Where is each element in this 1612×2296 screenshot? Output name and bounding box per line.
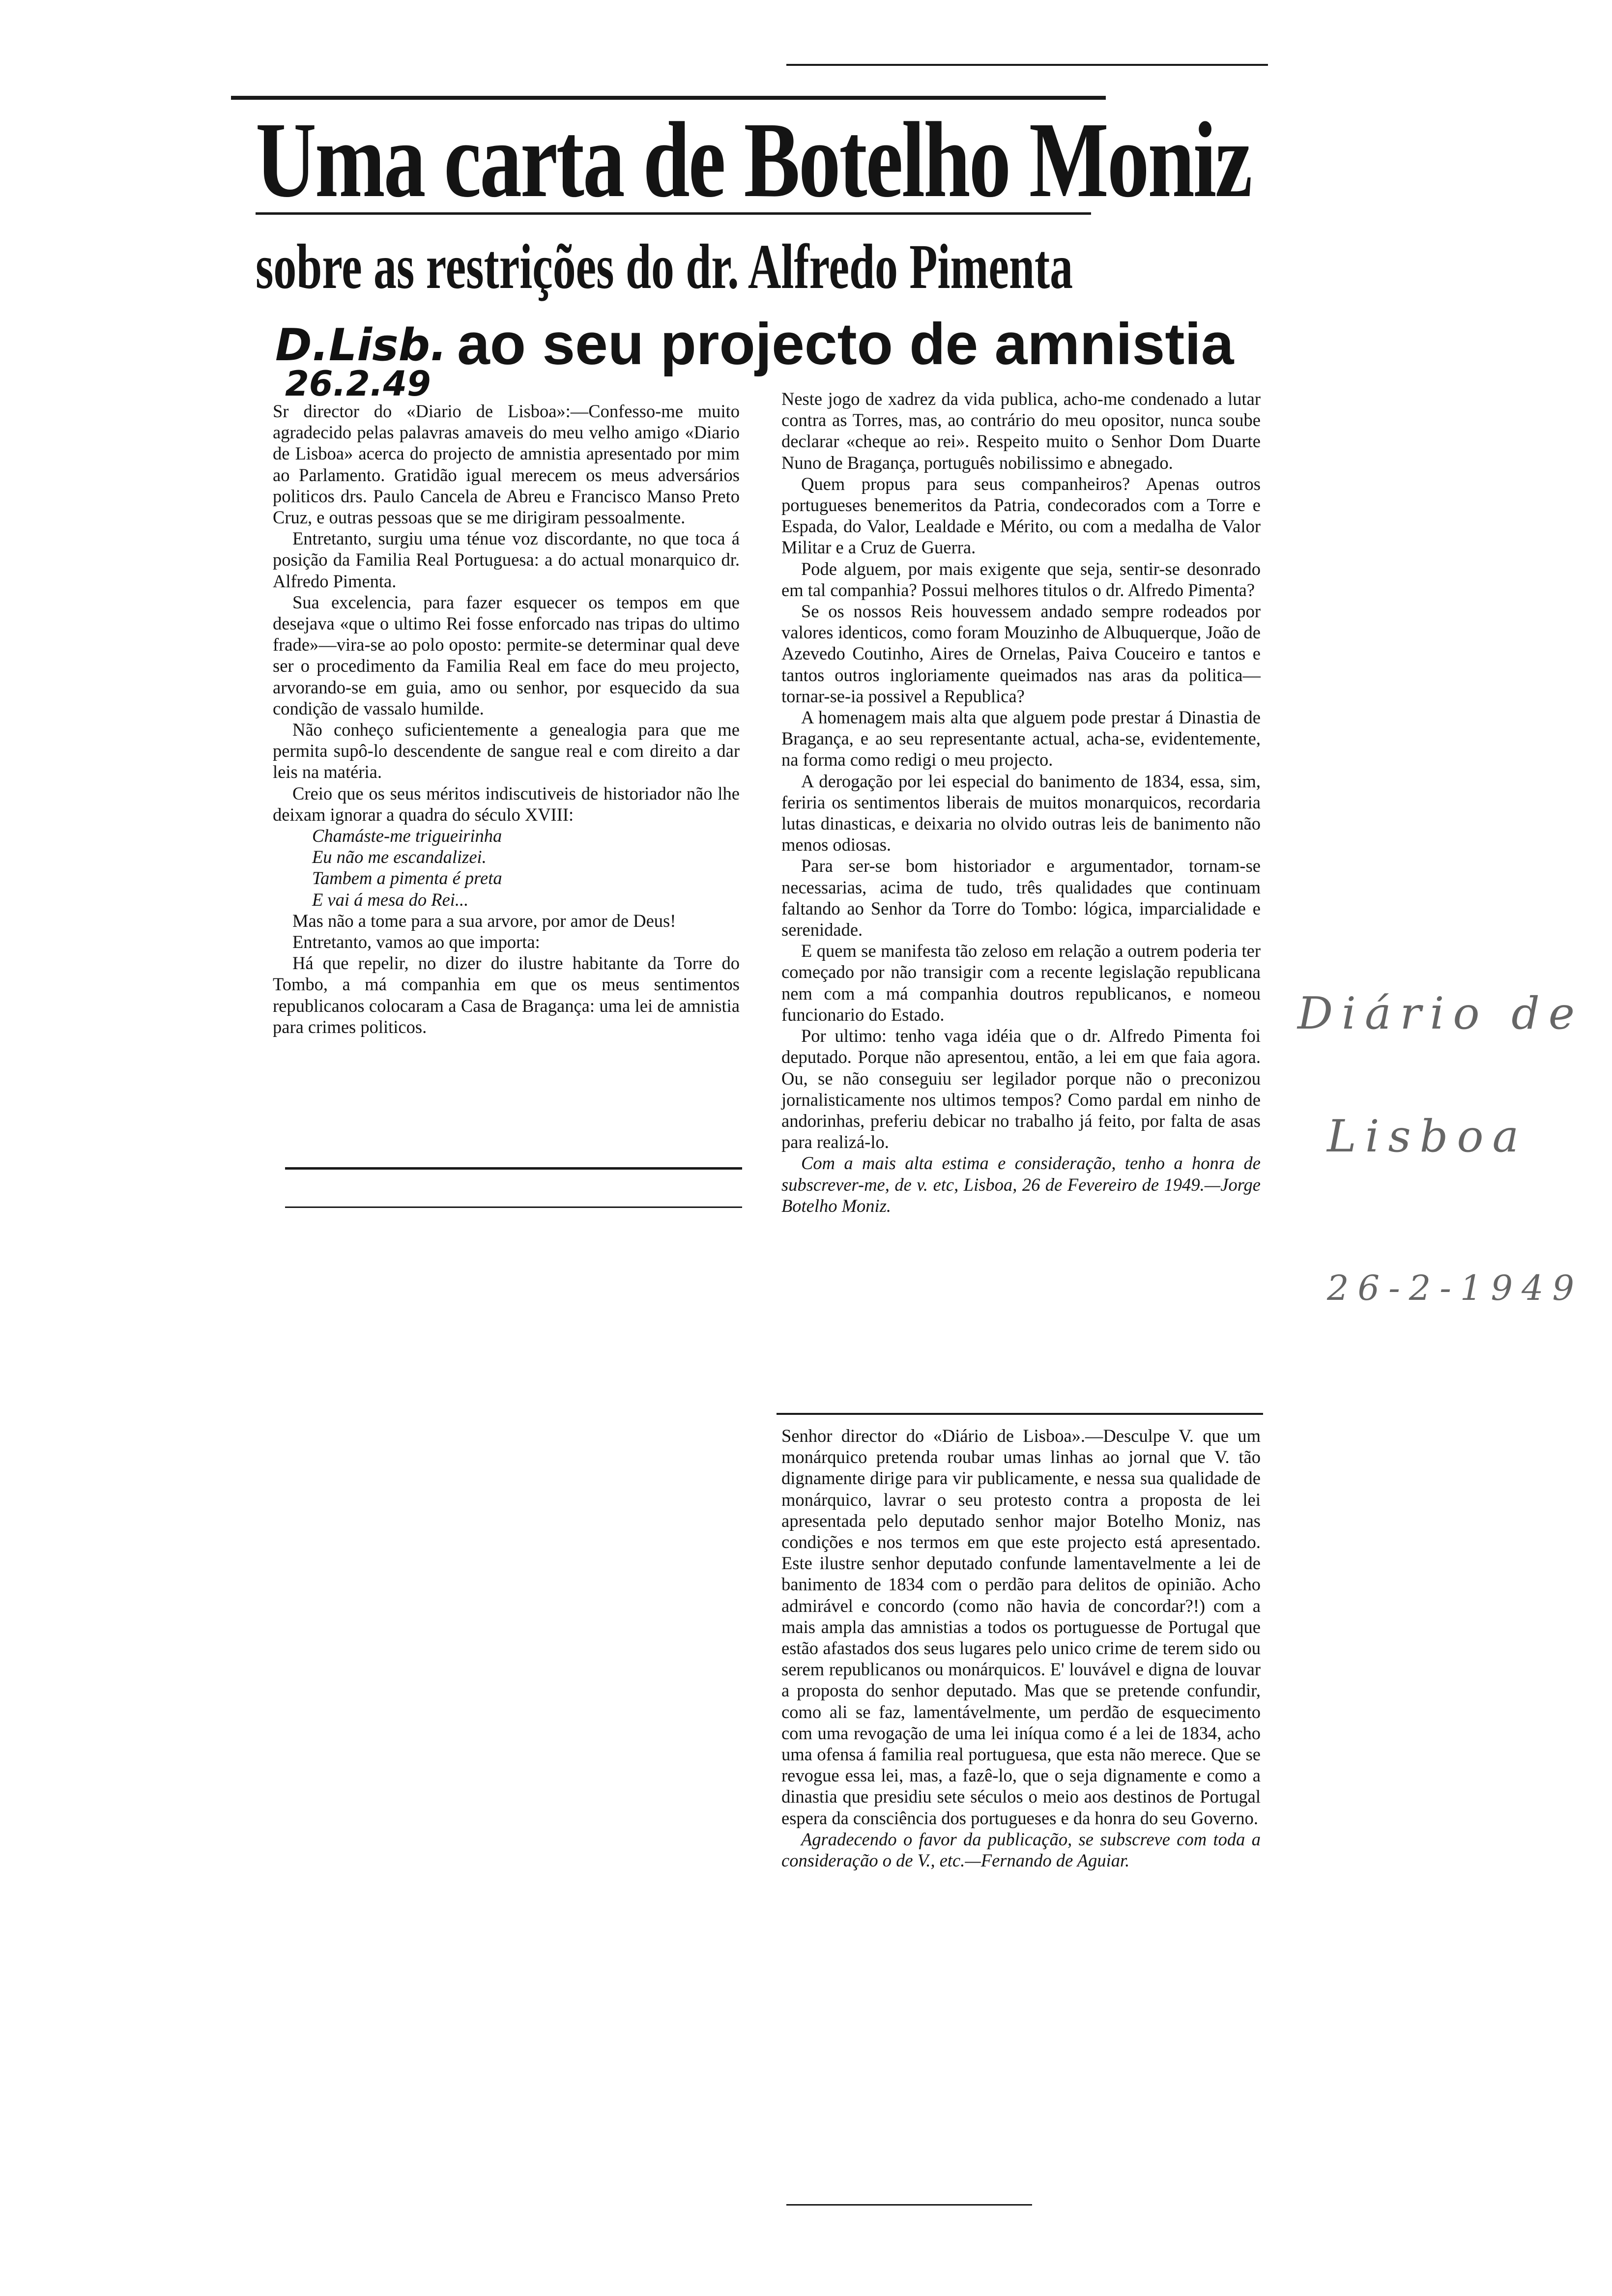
signature-paragraph: Agradecendo o favor da publicação, se subscreve com toda a consideração o de V., etc.—Fernando de Aguiar. [781,1829,1261,1871]
paragraph: Sr director do «Diario de Lisboa»:—Confesso-me muito agradecido pelas palavras amaveis do meu velho amigo «Diario de Lisboa» acerca do projecto de amnistia apresentado por mim ao Parlamento. Gratidão igual merecem os meus adversários politicos drs. Paulo Cancela de Abreu e Francisco Manso Preto Cruz, e outras pessoas que se me dirigiram pessoalmente. [273,401,740,528]
handwritten-source-note: D.Lisb. [275,319,447,371]
verse-quatrain [273,825,740,910]
verse-line: Chamáste-me trigueirinha [312,826,502,846]
margin-note: Diário de [1297,988,1584,1039]
margin-note: Lisboa [1327,1111,1528,1162]
left-column-end-rule [285,1167,742,1170]
handwritten-date-note: 26.2.49 [285,364,431,404]
article-subheadline: sobre as restrições do dr. Alfredo Pimenta [256,231,1073,302]
paragraph: Se os nossos Reis houvessem andado sempre rodeados por valores identicos, como foram Mouzinho de Albuquerque, João de Azevedo Coutinho, Aires de Ornelas, Paiva Couceiro e tantos e tantos outros ingloriamente queimados nas aras da politica—tornar-se-ia possivel a Republica? [781,601,1261,706]
verse-line: Eu não me escandalizei. [312,847,487,867]
left-column-end-rule-2 [285,1206,742,1208]
margin-note: 26-2-1949 [1327,1268,1583,1308]
signature-paragraph: Com a mais alta estima e consideração, tenho a honra de subscrever-me, de v. etc, Lisboa, 26 de Fevereiro de 1949.—Jorge Botelho Moniz. [781,1153,1261,1216]
paragraph: Creio que os seus méritos indiscutiveis de historiador não lhe deixam ignorar a quadra do século XVIII: [273,783,740,825]
right-column-separator-rule [777,1413,1263,1415]
paragraph: E quem se manifesta tão zeloso em relação a outrem poderia ter começado por não transigir com a recente legislação republicana nem com a má companhia doutros republicanos, e nomeou funcionario do Estado. [781,941,1261,1025]
article-subheadline-2: ao seu projecto de amnistia [457,311,1234,377]
article-headline: Uma carta de Botelho Moniz [256,100,1251,220]
reply-end-rule [786,2204,1032,2206]
paragraph: Sua excelencia, para fazer esquecer os tempos em que desejava «que o ultimo Rei fosse enforcado nas tripas do ultimo frade»—vira-se ao polo oposto: permite-se determinar qual deve ser o procedimento da Familia Real em face do meu projecto, arvorando-se em guia, amo ou senhor, por esquecido da sua condição de vassalo humilde. [273,592,740,718]
paragraph: Quem propus para seus companheiros? Apenas outros portugueses benemeritos da Patria, condecorados com a Torre e Espada, do Valor, Lealdade e Mérito, ou com a medalha de Valor Militar e a Cruz de Guerra. [781,473,1261,558]
paragraph: Para ser-se bom historiador e argumentador, tornam-se necessarias, acima de tudo, três qualidades que continuam faltando ao Senhor da Torre do Tombo: lógica, imparcialidade e serenidade. [781,856,1261,940]
right-column [781,388,1261,1216]
paragraph: Por ultimo: tenho vaga idéia que o dr. Alfredo Pimenta foi deputado. Porque não apresentou, então, a lei em que faia agora. Ou, se não conseguiu ser legilador porque não o preconizou jornalisticamente nos ultimos tempos? Como pardal em ninho de andorinhas, preferiu debicar no trabalho já feito, por falta de asas para realizá-lo. [781,1026,1261,1152]
paragraph: Entretanto, surgiu uma ténue voz discordante, no que toca á posição da Familia Real Portuguesa: a do actual monarquico dr. Alfredo Pimenta. [273,528,740,591]
reply-letter [781,1425,1261,1871]
paragraph: A derogação por lei especial do banimento de 1834, essa, sim, feriria os sentimentos liberais de muitos monarquicos, recordaria lutas dinasticas, e deixaria no olvido outras leis de banimento não menos odiosas. [781,771,1261,855]
paragraph: Não conheço suficientemente a genealogia para que me permita supô-lo descendente de sangue real e com direito a dar leis na matéria. [273,719,740,782]
verse-line: E vai á mesa do Rei... [312,889,469,910]
left-column [273,401,740,1037]
top-rule-thin [786,64,1268,66]
paragraph: Pode alguem, por mais exigente que seja, sentir-se desonrado em tal companhia? Possui melhores titulos o dr. Alfredo Pimenta? [781,558,1261,600]
paragraph: Entretanto, vamos ao que importa: [292,932,540,952]
verse-line: Tambem a pimenta é preta [312,868,502,889]
paragraph: Há que repelir, no dizer do ilustre habitante da Torre do Tombo, a má companhia em que os meus sentimentos republicanos colocaram a Casa de Bragança: uma lei de amnistia para crimes politicos. [273,953,740,1037]
paragraph: Neste jogo de xadrez da vida publica, acho-me condenado a lutar contra as Torres, mas, ao contrário do meu opositor, nunca soube declarar «cheque ao rei». Respeito muito o Senhor Dom Duarte Nuno de Bragança, português nobilissimo e abnegado. [781,389,1261,473]
paragraph: Mas não a tome para a sua arvore, por amor de Deus! [292,910,676,931]
top-rule-thick [231,96,1106,100]
paragraph: A homenagem mais alta que alguem pode prestar á Dinastia de Bragança, e ao seu representante actual, acha-se, evidentemente, na forma como redigi o meu projecto. [781,707,1261,770]
paragraph: Senhor director do «Diário de Lisboa».—Desculpe V. que um monárquico pretenda roubar umas linhas ao jornal que V. tão dignamente dirige para vir publicamente, e nessa sua qualidade de monárquico, lavrar o seu protesto contra a proposta de lei apresentada pelo deputado senhor major Botelho Moniz, nas condições e nos termos em que este projecto está apresentado. Este ilustre senhor deputado confunde lamentavelmente a lei de banimento de 1834 com o perdão para delitos de opinião. Acho admirável e concordo (como não havia de concordar?!) com a mais ampla das amnistias a todos os portuguesse de Portugal que estão afastados dos seus lugares pelo unico crime de terem sido ou serem republicanos ou monárquicos. E' louvável e digna de louvar a proposta do senhor deputado. Mas que se pretende confundir, como ali se faz, lamentávelmente, um perdão de esquecimento com uma revogação de uma lei iníqua como é a lei de 1834, acho uma ofensa á familia real portuguesa, que esta não merece. Que se revogue essa lei, mas, a fazê-lo, que o seja dignamente e como a dinastia que presidiu sete séculos o meio aos destinos de Portugal espera da consciência dos portugueses e da honra do seu Governo. [781,1426,1261,1828]
